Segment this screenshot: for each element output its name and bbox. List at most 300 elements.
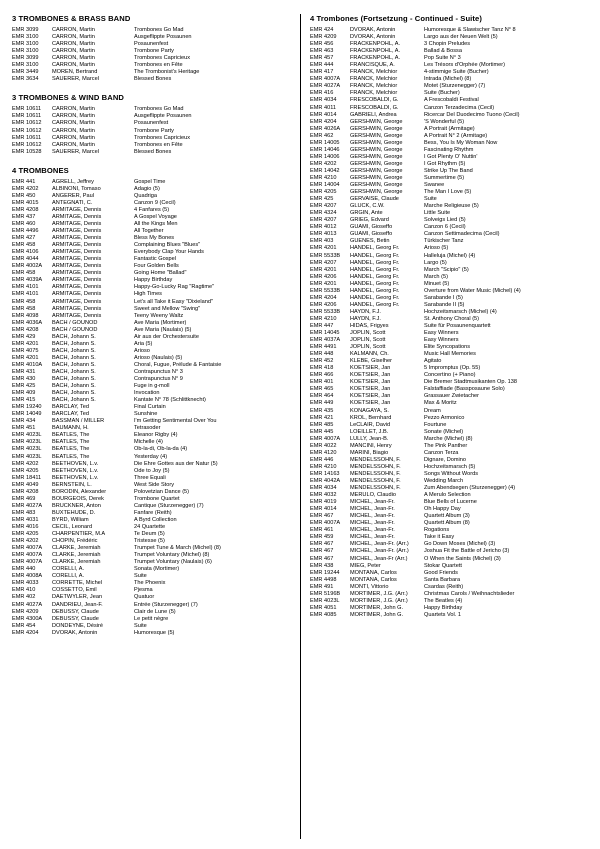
item-code: EMR 14045 [310,330,340,337]
item-composer: CARRON, Martin [52,27,95,33]
table-row [12,383,294,390]
table-row [12,489,294,496]
table-row [310,203,588,210]
item-composer: KROL, Bernhard [350,414,392,421]
item-code: EMR 4300A [12,615,43,622]
item-title: Suite für Posaunenquartett [424,322,491,329]
table-row [12,411,294,418]
table-row [12,242,294,249]
item-title: Take it Easy [424,534,455,541]
table-row [310,217,588,224]
table-row [12,616,294,623]
item-title: Türkischer Tanz [424,238,464,245]
item-title: Pezzo Armonico [424,414,465,421]
item-title: Joshua Fit the Battle of Jericho (3) [424,548,510,555]
table-row [310,415,588,422]
item-code: EMR 430 [12,376,36,383]
item-title: Tristesse (5) [134,538,165,545]
item-composer: CARRON, Martin [52,127,95,134]
item-composer: GERSHWIN, George [350,182,403,189]
item-composer: BACH, Johann S. [52,361,96,368]
item-title: Max & Moritz [424,400,457,407]
item-title: A Frescobaldi Festival [424,97,479,104]
item-composer: BACH / GOUNOD [52,326,98,333]
item-code: EMR 458 [12,305,36,312]
item-composer: MOREN, Bertrand [52,69,98,76]
item-composer: GERSHWIN, George [350,174,403,181]
item-code: EMR 431 [12,368,36,375]
table-row [310,506,588,513]
item-title: Quatuor [134,594,155,601]
item-code: EMR 418 [310,365,334,372]
item-composer: ARMITAGE, Dennis [52,242,102,249]
item-title: Quadriga [134,192,158,199]
listing-table-4-trombones-continued [310,27,588,619]
item-code: EMR 5533B [310,308,341,315]
item-title: A Portrait N° 2 (Armitage) [424,132,488,139]
item-composer: FRANCK, Melchior [350,69,398,76]
item-title: Trumpet Voluntary (Naulais) (6) [134,559,212,566]
item-title: Elite Syncopations [424,344,471,351]
item-composer: GERVAISE, Claude [350,196,399,203]
table-row [310,224,588,231]
table-row [310,309,588,316]
item-code: EMR 447 [310,322,334,329]
table-row [12,235,294,242]
item-title: Ave Maria (Naulais) (5) [134,326,192,333]
item-code: EMR 440 [12,566,36,573]
item-title: I Got Plenty O' Nuttin' [424,153,478,160]
item-composer: CARRON, Martin [52,48,95,55]
item-composer: BEATLES, The [52,439,90,446]
item-composer: LeCLAIR, David [350,421,391,428]
item-code: EMR 4491 [310,344,337,351]
table-row [310,323,588,330]
item-title: Largo aus der Neuen Welt (5) [424,34,498,41]
table-row [12,76,294,83]
table-row [310,337,588,344]
item-composer: HÄNDEL, Georg Fr. [350,245,400,252]
item-code: EMR 403 [310,238,334,245]
item-composer: ARMITAGE, Dennis [52,291,102,298]
table-row [12,27,294,34]
table-row [12,496,294,503]
item-title: Polovetzian Dance (5) [134,488,190,495]
item-composer: SAUERER, Marcel [52,148,99,155]
table-row [310,499,588,506]
item-title: Ausgeflippte Posaunen [134,34,192,41]
table-row [310,154,588,161]
item-title: Final Curtain [134,404,166,411]
item-composer: MICHEL, Jean-Fr. [350,513,395,520]
item-title: Canzon 6 (Cecil) [424,224,466,231]
item-composer: BERNSTEIN, L. [52,481,92,488]
item-title: Dignare, Domino [424,456,466,463]
item-title: Yesterday (4) [134,453,168,460]
item-title: Four Golden Bells [134,263,179,270]
item-composer: CARRON, Martin [52,41,95,48]
item-title: Stokar Quartett [424,562,462,569]
table-row [310,189,588,196]
item-code: EMR 467 [310,555,334,562]
item-code: EMR 429 [12,333,36,340]
item-title: Pop Suite N° 3 [424,55,461,62]
item-title: Zum Abendsegen (Sturzenegger) (4) [424,485,516,492]
item-title: Intrada (Michel) (8) [424,76,472,83]
item-title: Sarabande I (5) [424,294,463,301]
item-code: EMR 4036A [12,319,43,326]
item-code: EMR 4034 [310,97,337,104]
table-row [310,238,588,245]
table-row [12,517,294,524]
table-row [310,422,588,429]
table-row [12,510,294,517]
table-row [310,605,588,612]
table-row [310,41,588,48]
item-title: Everybody Clap Your Hands [134,249,204,256]
item-composer: ANGERER, Paul [52,192,94,199]
item-title: 24 Quartette [134,524,166,530]
item-title: All Together [134,228,164,235]
item-code: EMR 14163 [310,470,340,477]
table-row [12,425,294,432]
table-row [310,90,588,97]
item-title: Pjesma [134,587,153,594]
item-code: EMR 4201 [12,354,39,361]
item-code: EMR 5533B [310,287,341,294]
item-code: EMR 4023L [310,597,340,604]
item-composer: CARRON, Martin [52,106,95,113]
item-code: EMR 3099 [12,55,39,62]
item-title: Complaining Blues "Blues" [134,242,201,249]
table-row [12,602,294,609]
item-code: EMR 4037A [310,337,341,344]
item-title: Largo (5) [424,259,447,266]
table-row [12,573,294,580]
table-row [12,461,294,468]
item-composer: CLARKE, Jeremiah [52,559,101,566]
item-composer: GERSHWIN, George [350,146,403,153]
table-row [310,457,588,464]
item-composer: BARCLAY, Ted [52,411,90,418]
item-composer: KONAGAYA, S. [350,407,389,414]
item-composer: ARMITAGE, Dennis [52,270,102,277]
table-row [310,196,588,203]
table-row [310,168,588,175]
table-row [310,344,588,351]
table-row [12,313,294,320]
item-composer: MORTIMER, J.G. (Arr.) [350,590,408,597]
item-composer: CECIL, Leonard [52,524,93,530]
item-title: Entrée (Sturzenegger) (7) [134,601,198,608]
item-code: EMR 4007A [310,76,341,83]
item-code: EMR 425 [310,196,334,203]
item-code: EMR 4202 [310,160,337,167]
item-code: EMR 4207 [310,217,337,224]
item-code: EMR 4208 [12,326,39,333]
item-composer: CARRON, Martin [52,120,95,127]
table-row [12,432,294,439]
item-title: Canzon Terzadecima (Cecil) [424,104,495,111]
item-title: Trumpet Tune & March (Michel) (8) [134,545,221,552]
table-row [12,341,294,348]
table-row [12,48,294,55]
item-title: Suite [424,196,437,203]
item-title: Wedding March [424,478,464,484]
item-title: Trumpet Voluntary (Michel) (8) [134,552,210,559]
item-composer: HÄNDEL, Georg Fr. [350,294,400,301]
item-composer: BEATLES, The [52,453,90,460]
item-code: EMR 445 [310,428,334,435]
item-code: EMR 10612 [12,120,42,127]
table-row [310,513,588,520]
item-code: EMR 4207 [310,203,337,210]
item-title: Die Ehre Gottes aus der Natur (5) [134,460,218,467]
table-row [12,41,294,48]
table-row [310,55,588,62]
table-row [12,228,294,235]
table-row [310,182,588,189]
item-code: EMR 427 [12,235,36,242]
item-code: EMR 435 [310,407,334,414]
item-composer: MERULO, Claudio [350,492,397,499]
item-composer: FRESCOBALDI, G. [350,97,399,104]
item-code: EMR 3100 [12,41,39,48]
item-code: EMR 4209 [310,34,337,41]
item-title: Easy Winners [424,337,459,344]
item-composer: ARMITAGE, Dennis [52,263,102,270]
item-title: Sonate (Michel) [424,428,464,435]
table-row [310,288,588,295]
item-composer: ARMITAGE, Dennis [52,256,102,263]
item-code: EMR 459 [310,534,334,541]
item-code: EMR 4044 [12,256,39,263]
item-code: EMR 4204 [310,118,337,125]
item-title: Hochzeitsmarsch (Michel) (4) [424,308,497,315]
item-composer: BARCLAY, Ted [52,404,90,411]
item-title: Cantique (Sturzenegger) (7) [134,502,204,509]
item-code: EMR 458 [12,242,36,249]
table-row [310,478,588,485]
item-title: Easy Winners [424,330,459,337]
item-code: EMR 4023L [12,439,42,446]
table-row [310,386,588,393]
table-row [12,69,294,76]
table-row [12,186,294,193]
item-code: EMR 4498 [310,576,337,583]
item-title: Santa Barbara [424,576,461,583]
item-title: Music Hall Memories [424,351,476,358]
table-row [310,450,588,457]
item-title: Ballad & Bossa [424,48,462,55]
item-code: EMR 456 [310,41,334,48]
item-title: I Got Rhythm (5) [424,160,466,167]
item-code: EMR 4204 [12,629,39,636]
item-code: EMR 10528 [12,148,42,155]
item-title: 4-stimmige Suite (Bucher) [424,69,489,76]
item-title: Ode to Joy (5) [134,467,170,474]
item-composer: DVORAK, Antonin [350,27,396,33]
item-composer: KLEBE, Giselher [350,358,392,365]
item-composer: BEETHOVEN, L.v. [52,460,99,467]
item-composer: BEATLES, The [52,446,90,453]
item-composer: GLUCK, C.W. [350,203,385,210]
item-composer: BYRD, William [52,516,89,523]
table-row [310,548,588,555]
item-title: Sunshine [134,411,158,418]
table-row [310,400,588,407]
item-composer: MONTI, Vittorio [350,583,389,590]
item-title: Oh Happy Day [424,506,461,513]
item-title: Suite [134,622,147,629]
item-code: EMR 4026A [310,125,341,132]
table-row [12,249,294,256]
table-row [310,133,588,140]
table-row [12,200,294,207]
table-row [310,245,588,252]
item-code: EMR 402 [12,594,36,601]
table-row [12,256,294,263]
item-code: EMR 4496 [12,228,39,235]
item-code: EMR 417 [310,69,334,76]
item-title: Grassauer Zwietacher [424,393,480,400]
item-title: Ave Maria (Mortimer) [134,319,187,326]
item-composer: MICHEL, Jean-Fr. [350,499,395,506]
item-composer: FRACKENPOHL, A. [350,41,401,48]
table-row [310,76,588,83]
item-title: Clair de Lune (5) [134,608,176,615]
item-composer: GERSHWIN, George [350,189,403,196]
item-title: Blessed Bones [134,76,172,83]
item-composer: JOPLIN, Scott [350,344,386,351]
item-title: Blue Bells of Lucerne [424,499,477,506]
item-title: Trombones Go Mad [134,106,184,113]
item-code: EMR 4031 [12,516,39,523]
item-title: Trombones Capricieux [134,134,191,141]
item-title: St. Anthony Choral (5) [424,315,480,322]
item-composer: GRIEG, Edvard [350,217,389,224]
item-code: EMR 4210 [310,315,337,322]
item-title: Happy-Go-Lucky Rag "Ragtime" [134,284,215,291]
table-row [310,485,588,492]
item-title: Falstaffiade (Bassposaune Solo) [424,386,505,393]
table-row [12,390,294,397]
table-row [310,570,588,577]
item-composer: CARRON, Martin [52,34,95,41]
item-title: Marche (Michel) (8) [424,435,473,442]
item-composer: GUAMI, Gioseffo [350,231,393,238]
item-title: Happy Birthday [424,604,463,611]
item-composer: MICHEL, Jean-Fr. [350,534,395,541]
table-row [12,587,294,594]
table-row [12,135,294,142]
item-code: EMR 416 [310,90,334,97]
item-composer: BACH, Johann S. [52,383,96,390]
item-composer: ARMITAGE, Dennis [52,312,102,319]
item-title: 3 Chopin Preludes [424,41,471,48]
item-title: Le petit nègre [134,615,169,622]
item-title: Blessed Bones [134,148,172,155]
item-composer: HIDAS, Frigyes [350,322,389,329]
item-composer: CLARKE, Jeremiah [52,545,101,552]
item-title: 5 Impromptus (Op. 55) [424,365,481,372]
item-title: Trombones Go Mad [134,27,184,33]
item-code: EMR 10611 [12,106,42,113]
item-code: EMR 434 [12,418,36,425]
item-title: Ausgeflippte Posaunen [134,113,192,120]
item-composer: CARRON, Martin [52,141,95,148]
item-code: EMR 3634 [12,76,39,83]
table-row [310,161,588,168]
item-code: EMR 10612 [12,141,42,148]
item-composer: LULLY, Jean-B. [350,435,389,442]
section-title-4-trombones-continued: 4 Trombones (Fortsetzung - Continued - Suite) [310,14,482,23]
item-code: EMR 3100 [12,34,39,41]
table-row [310,577,588,584]
item-title: Csardas (Reith) [424,583,464,590]
item-composer: AGRELL, Jeffrey [52,178,94,185]
item-composer: JOPLIN, Scott [350,330,386,337]
item-composer: FRACKENPOHL, A. [350,48,401,55]
item-code: EMR 4013 [310,231,337,238]
table-row [310,393,588,400]
item-code: EMR 14046 [310,146,340,153]
item-code: EMR 462 [310,132,334,139]
item-code: EMR 19244 [310,569,340,576]
item-code: EMR 4208 [12,206,39,213]
item-composer: ARMITAGE, Dennis [52,305,102,312]
item-composer: HAYDN, F.J. [350,315,381,322]
item-code: EMR 14005 [310,139,340,146]
item-code: EMR 4206 [310,301,337,308]
item-composer: HÄNDEL, Georg Fr. [350,266,400,273]
item-title: Hochzeitsmarsch (5) [424,463,476,470]
item-code: EMR 4075 [12,347,39,354]
item-composer: CLARKE, Jeremiah [52,552,101,559]
item-composer: BACH, Johann S. [52,376,96,383]
item-composer: ARMITAGE, Dennis [52,206,102,213]
item-composer: KOETSIER, Jan [350,372,391,379]
item-title: Let's all Take it Easy "Dixieland" [134,298,213,305]
item-code: EMR 469 [12,495,36,502]
item-title: Motet (Sturzenegger) (7) [424,83,486,90]
table-row [12,327,294,334]
item-title: Gospel Time [134,178,166,185]
item-composer: GABRIELI, Andrea [350,111,397,118]
item-code: EMR 4027A [12,601,43,608]
item-composer: CARRON, Martin [52,113,95,120]
item-composer: SAUERER, Marcel [52,76,99,83]
table-row [12,263,294,270]
item-title: A Byrd Collection [134,516,177,523]
item-code: EMR 4209 [12,608,39,615]
item-title: Fascinating Rhythm [424,146,474,153]
item-code: EMR 4205 [12,531,39,538]
table-row [12,362,294,369]
item-code: EMR 4201 [310,245,337,252]
item-title: Die Bremer Stadtmusikanten Op. 138 [424,379,517,386]
item-composer: MONTANA, Carlos [350,569,397,576]
table-row [310,527,588,534]
item-composer: MICHEL, Jean-Fr. [350,527,395,534]
item-code: EMR 491 [310,583,334,590]
table-row [310,140,588,147]
item-composer: CORELLI, A. [52,573,85,580]
item-composer: LOEILLET, J.B. [350,428,389,435]
item-code: EMR 4039A [12,277,43,284]
item-title: Summertime (5) [424,174,465,181]
table-row [310,105,588,112]
